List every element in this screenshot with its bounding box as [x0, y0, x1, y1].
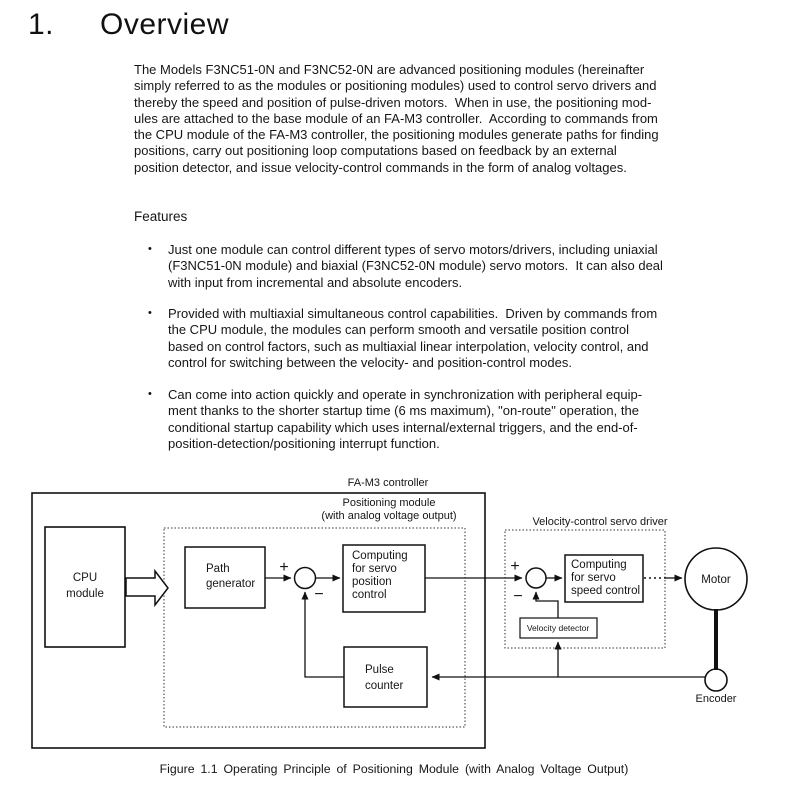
- encoder-circle: [705, 669, 727, 691]
- text-line: The Models F3NC51-0N and F3NC52-0N are advanced positioning modules (hereinafter: [134, 62, 645, 77]
- summing-junction-position: [295, 568, 316, 589]
- positioning-module-label: Positioning module: [342, 497, 436, 509]
- bullet-icon: •: [148, 243, 152, 255]
- cpu-label: CPU: [72, 572, 98, 584]
- text-line: based on control factors, such as multiaxial linear interpolation, velocity control, and: [168, 338, 649, 354]
- speed-control-label3: speed control: [571, 585, 641, 597]
- text-line: position detector, and issue velocity-control commands in the form of analog voltages.: [134, 159, 627, 175]
- features-heading: Features: [134, 209, 188, 224]
- position-control-label3: position: [352, 576, 392, 588]
- path-generator-label: Path: [206, 563, 230, 575]
- pulse-counter-label2: counter: [365, 680, 404, 692]
- cpu-label2: module: [66, 588, 104, 600]
- pulse-counter-box: [344, 647, 427, 707]
- bullet-icon: •: [148, 388, 152, 400]
- summing-junction-speed: [526, 568, 546, 588]
- arrow-velocity-feedback: [536, 592, 558, 618]
- position-control-label: Computing: [352, 550, 408, 562]
- text-line: Provided with multiaxial simultaneous control capabilities. Driven by commands from: [168, 306, 658, 321]
- text-line: Can come into action quickly and operate in synchronization with peripheral equip-: [168, 387, 643, 402]
- block-arrow-icon: [126, 571, 168, 605]
- pulse-counter-label: Pulse: [365, 664, 394, 676]
- text-line: Just one module can control different types of servo motors/drivers, including uniaxial: [168, 242, 658, 257]
- positioning-module-sublabel: (with analog voltage output): [321, 510, 457, 522]
- speed-control-label2: for servo: [571, 572, 616, 584]
- arrow-position-feedback: [305, 592, 344, 677]
- block-diagram: [0, 470, 799, 762]
- speed-control-label: Computing: [571, 559, 627, 571]
- text-line: position-detection/positioning interrupt function.: [168, 435, 440, 451]
- diagram-canvas: [0, 470, 799, 762]
- text-line: ment thanks to the shorter startup time (6 ms maximum), "on-route" operation, the: [168, 403, 639, 419]
- minus-sign: −: [513, 588, 523, 605]
- text-line: simply referred to as the modules or positioning modules) used to control servo drivers and: [134, 78, 657, 94]
- velocity-detector-label: Velocity detector: [526, 623, 590, 633]
- encoder-label: Encoder: [695, 693, 737, 705]
- plus-sign: +: [510, 558, 520, 575]
- intro-paragraph: [134, 62, 659, 176]
- controller-label: FA-M3 controller: [347, 477, 429, 489]
- text-line: control for switching between the velocity- and position-control modes.: [168, 354, 572, 370]
- text-line: thereby the speed and position of pulse-driven motors. When in use, the positioning mod-: [134, 94, 652, 110]
- position-control-label2: for servo: [352, 563, 397, 575]
- motor-label: Motor: [701, 574, 731, 586]
- text-line: (F3NC51-0N module) and biaxial (F3NC52-0N module) servo motors. It can also deal: [168, 258, 663, 274]
- controller-box: [32, 493, 485, 748]
- position-control-label4: control: [352, 589, 387, 601]
- text-line: conditional startup capability which uses internal/external triggers, and the end-of-: [168, 419, 638, 435]
- cpu-module-box: [45, 527, 125, 647]
- plus-sign: +: [279, 559, 289, 576]
- minus-sign: −: [314, 586, 324, 603]
- bullet-icon: •: [148, 307, 152, 319]
- figure-caption: Figure 1.1 Operating Principle of Positioning Module (with Analog Voltage Output): [159, 762, 629, 776]
- positioning-module-box: [164, 528, 465, 727]
- servo-driver-label: Velocity-control servo driver: [532, 516, 668, 528]
- text-line: with input from incremental and absolute encoders.: [168, 274, 463, 290]
- text-line: the CPU module of the FA-M3 controller, the positioning modules generate paths for finding: [134, 127, 659, 143]
- text-line: ules are attached to the base module of an FA-M3 controller. According to commands from: [134, 110, 658, 126]
- page-title: Overview: [100, 8, 230, 41]
- text-line: positions, carry out positioning loop computations based on feedback by an external: [134, 143, 617, 159]
- section-number: 1.: [28, 8, 55, 41]
- text-line: the CPU module, the modules can perform smooth and versatile position control: [168, 322, 630, 338]
- path-generator-label2: generator: [206, 578, 256, 590]
